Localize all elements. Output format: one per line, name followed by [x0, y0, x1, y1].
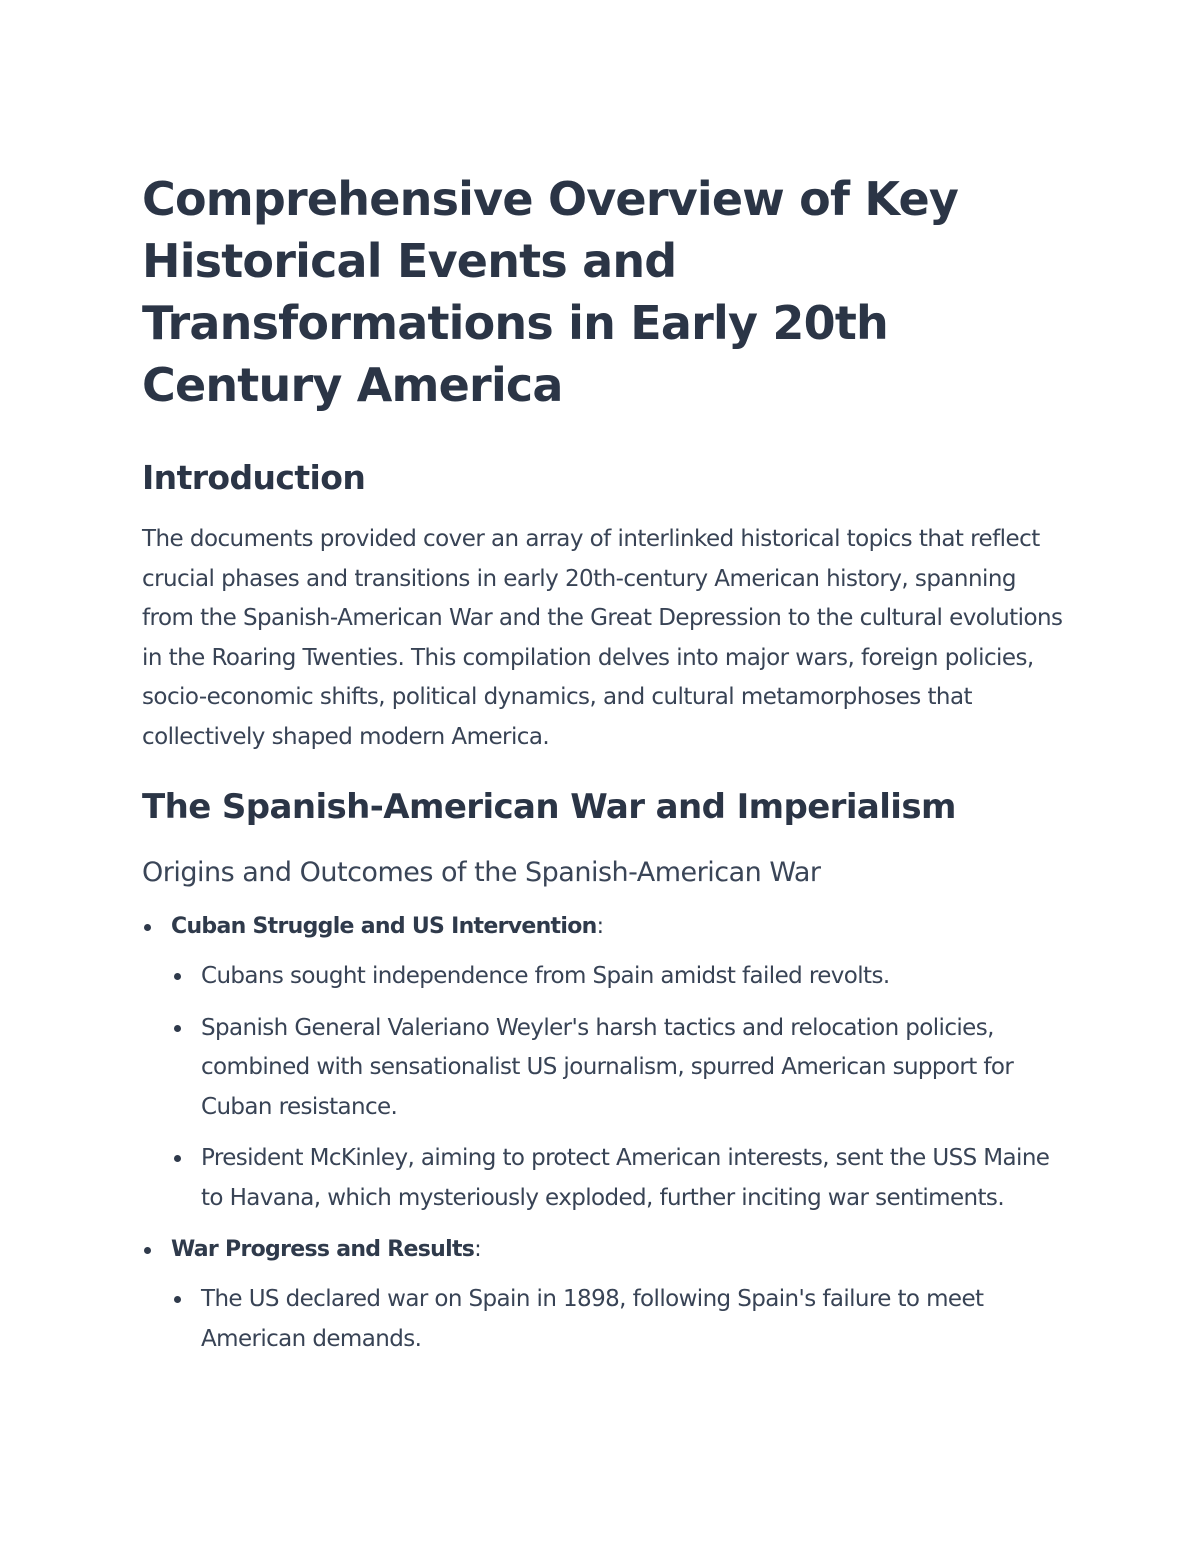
- bullet-icon: [174, 1025, 181, 1032]
- bullet-icon: [174, 1155, 181, 1162]
- document-page: [142, 168, 1067, 1373]
- list-item: [171, 1280, 1067, 1359]
- document-title: Comprehensive Overview of Key Historical Events and Transformations in Early 20th Century America: [142, 172, 959, 412]
- bullet-icon: [174, 973, 181, 980]
- point-list: [171, 957, 1067, 1218]
- topic-item: [142, 909, 1067, 1218]
- intro-paragraph: The documents provided cover an array of interlinked historical topics that reflect crucial phases and transitions in early 20th-century American history, spanning from the Spanish-American War and the Great Depression to the cultural evolutions in the Roaring Twenties. This compilation delves into major wars, foreign policies, socio-economic shifts, political dynamics, and cultural metamorphoses that collectively shaped modern America.: [142, 526, 1063, 750]
- topic-item: [142, 1232, 1067, 1359]
- section-heading: The Spanish-American War and Imperialism: [142, 787, 956, 827]
- intro-heading: Introduction: [142, 458, 366, 497]
- list-item: [171, 1009, 1067, 1128]
- list-item-text: Cubans sought independence from Spain amidst failed revolts.: [201, 963, 890, 989]
- list-item-text: The US declared war on Spain in 1898, following Spain's failure to meet American demands.: [201, 1286, 984, 1352]
- topic-colon: :: [596, 914, 604, 939]
- bullet-icon: [144, 924, 151, 931]
- list-item-text: President McKinley, aiming to protect American interests, sent the USS Maine to Havana, which mysteriously exploded, further inciting war sentiments.: [201, 1145, 1050, 1211]
- list-item: [171, 1139, 1067, 1218]
- bullet-icon: [174, 1296, 181, 1303]
- topic-label: War Progress and Results: [171, 1237, 475, 1262]
- list-item: [171, 957, 1067, 997]
- bullet-icon: [144, 1247, 151, 1254]
- topic-label: Cuban Struggle and US Intervention: [171, 914, 597, 939]
- point-list: [171, 1280, 1067, 1359]
- topic-list: [142, 909, 1067, 1359]
- list-item-text: Spanish General Valeriano Weyler's harsh tactics and relocation policies, combined with sensationalist US journalism, spurred American support for Cuban resistance.: [201, 1014, 1014, 1120]
- subsection-heading: Origins and Outcomes of the Spanish-American War: [142, 857, 821, 888]
- topic-colon: :: [474, 1237, 482, 1262]
